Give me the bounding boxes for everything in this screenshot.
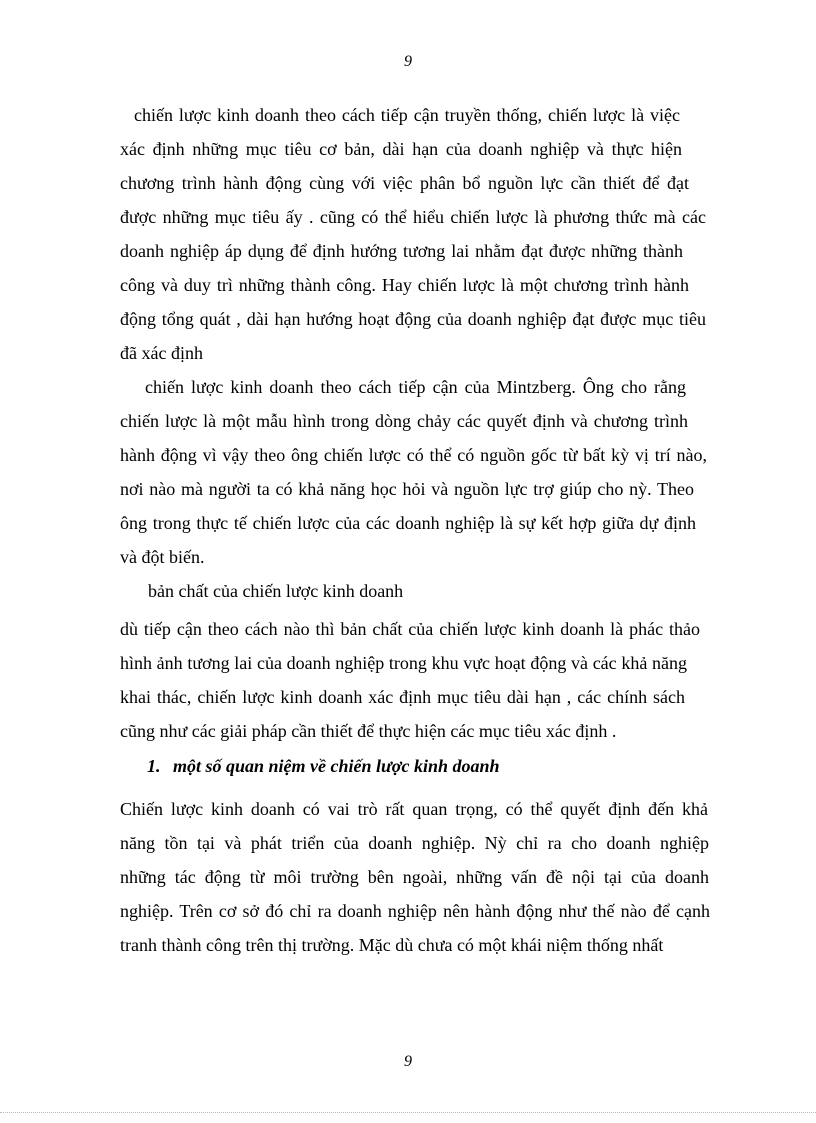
paragraph-line: và đột biến. xyxy=(120,547,205,567)
paragraph-line: chiến lược kinh doanh theo cách tiếp cận truyền thống, chiến lược là việc xyxy=(134,105,680,125)
page-number-bottom: 9 xyxy=(404,1053,412,1070)
paragraph-line: doanh nghiệp áp dụng để định hướng tương lai nhằm đạt được những thành xyxy=(120,241,683,261)
paragraph-line: hành động vì vậy theo ông chiến lược có thể có nguồn gốc từ bất kỳ vị trí nào, xyxy=(120,445,707,465)
paragraph-line: Chiến lược kinh doanh có vai trò rất quan trọng, có thể quyết định đến khả xyxy=(120,799,708,819)
page-bottom-rule xyxy=(0,1112,816,1113)
subheading: bản chất của chiến lược kinh doanh xyxy=(148,581,404,601)
paragraph-line: nơi nào mà người ta có khả năng học hỏi và nguồn lực trợ giúp cho nỳ. Theo xyxy=(120,479,694,499)
paragraph-line: công và duy trì những thành công. Hay chiến lược là một chương trình hành xyxy=(120,275,689,295)
paragraph-line: khai thác, chiến lược kinh doanh xác định mục tiêu dài hạn , các chính sách xyxy=(120,687,685,707)
paragraph-line: xác định những mục tiêu cơ bản, dài hạn của doanh nghiệp và thực hiện xyxy=(120,139,682,159)
paragraph-line: đã xác định xyxy=(120,343,203,363)
paragraph-line: ông trong thực tế chiến lược của các doanh nghiệp là sự kết hợp giữa dự định xyxy=(120,513,696,533)
paragraph-line: năng tồn tại và phát triển của doanh nghiệp. Nỳ chỉ ra cho doanh nghiệp xyxy=(120,833,709,853)
paragraph-line: hình ảnh tương lai của doanh nghiệp trong khu vực hoạt động và các khả năng xyxy=(120,653,687,673)
paragraph-line: cũng như các giải pháp cần thiết để thực hiện các mục tiêu xác định . xyxy=(120,721,617,741)
paragraph-line: những tác động từ môi trường bên ngoài, những vấn đề nội tại của doanh xyxy=(120,867,709,887)
paragraph-line: động tổng quát , dài hạn hướng hoạt động của doanh nghiệp đạt được mục tiêu xyxy=(120,309,706,329)
paragraph-line: chiến lược kinh doanh theo cách tiếp cận của Mintzberg. Ông cho rằng xyxy=(145,377,686,397)
page-number-top: 9 xyxy=(404,53,412,70)
paragraph-line: được những mục tiêu ấy . cũng có thể hiểu chiến lược là phương thức mà các xyxy=(120,207,706,227)
section-heading-number: 1. xyxy=(147,756,161,776)
paragraph-line: chương trình hành động cùng với việc phân bổ nguồn lực cần thiết để đạt xyxy=(120,173,689,193)
section-heading-text: một số quan niệm về chiến lược kinh doanh xyxy=(173,756,500,776)
paragraph-line: nghiệp. Trên cơ sở đó chỉ ra doanh nghiệp nên hành động như thế nào để cạnh xyxy=(120,901,710,921)
paragraph-line: chiến lược là một mẫu hình trong dòng chảy các quyết định và chương trình xyxy=(120,411,688,431)
section-heading xyxy=(147,756,500,777)
paragraph-line: dù tiếp cận theo cách nào thì bản chất của chiến lược kinh doanh là phác thảo xyxy=(120,619,700,639)
paragraph-line: tranh thành công trên thị trường. Mặc dù chưa có một khái niệm thống nhất xyxy=(120,935,664,955)
